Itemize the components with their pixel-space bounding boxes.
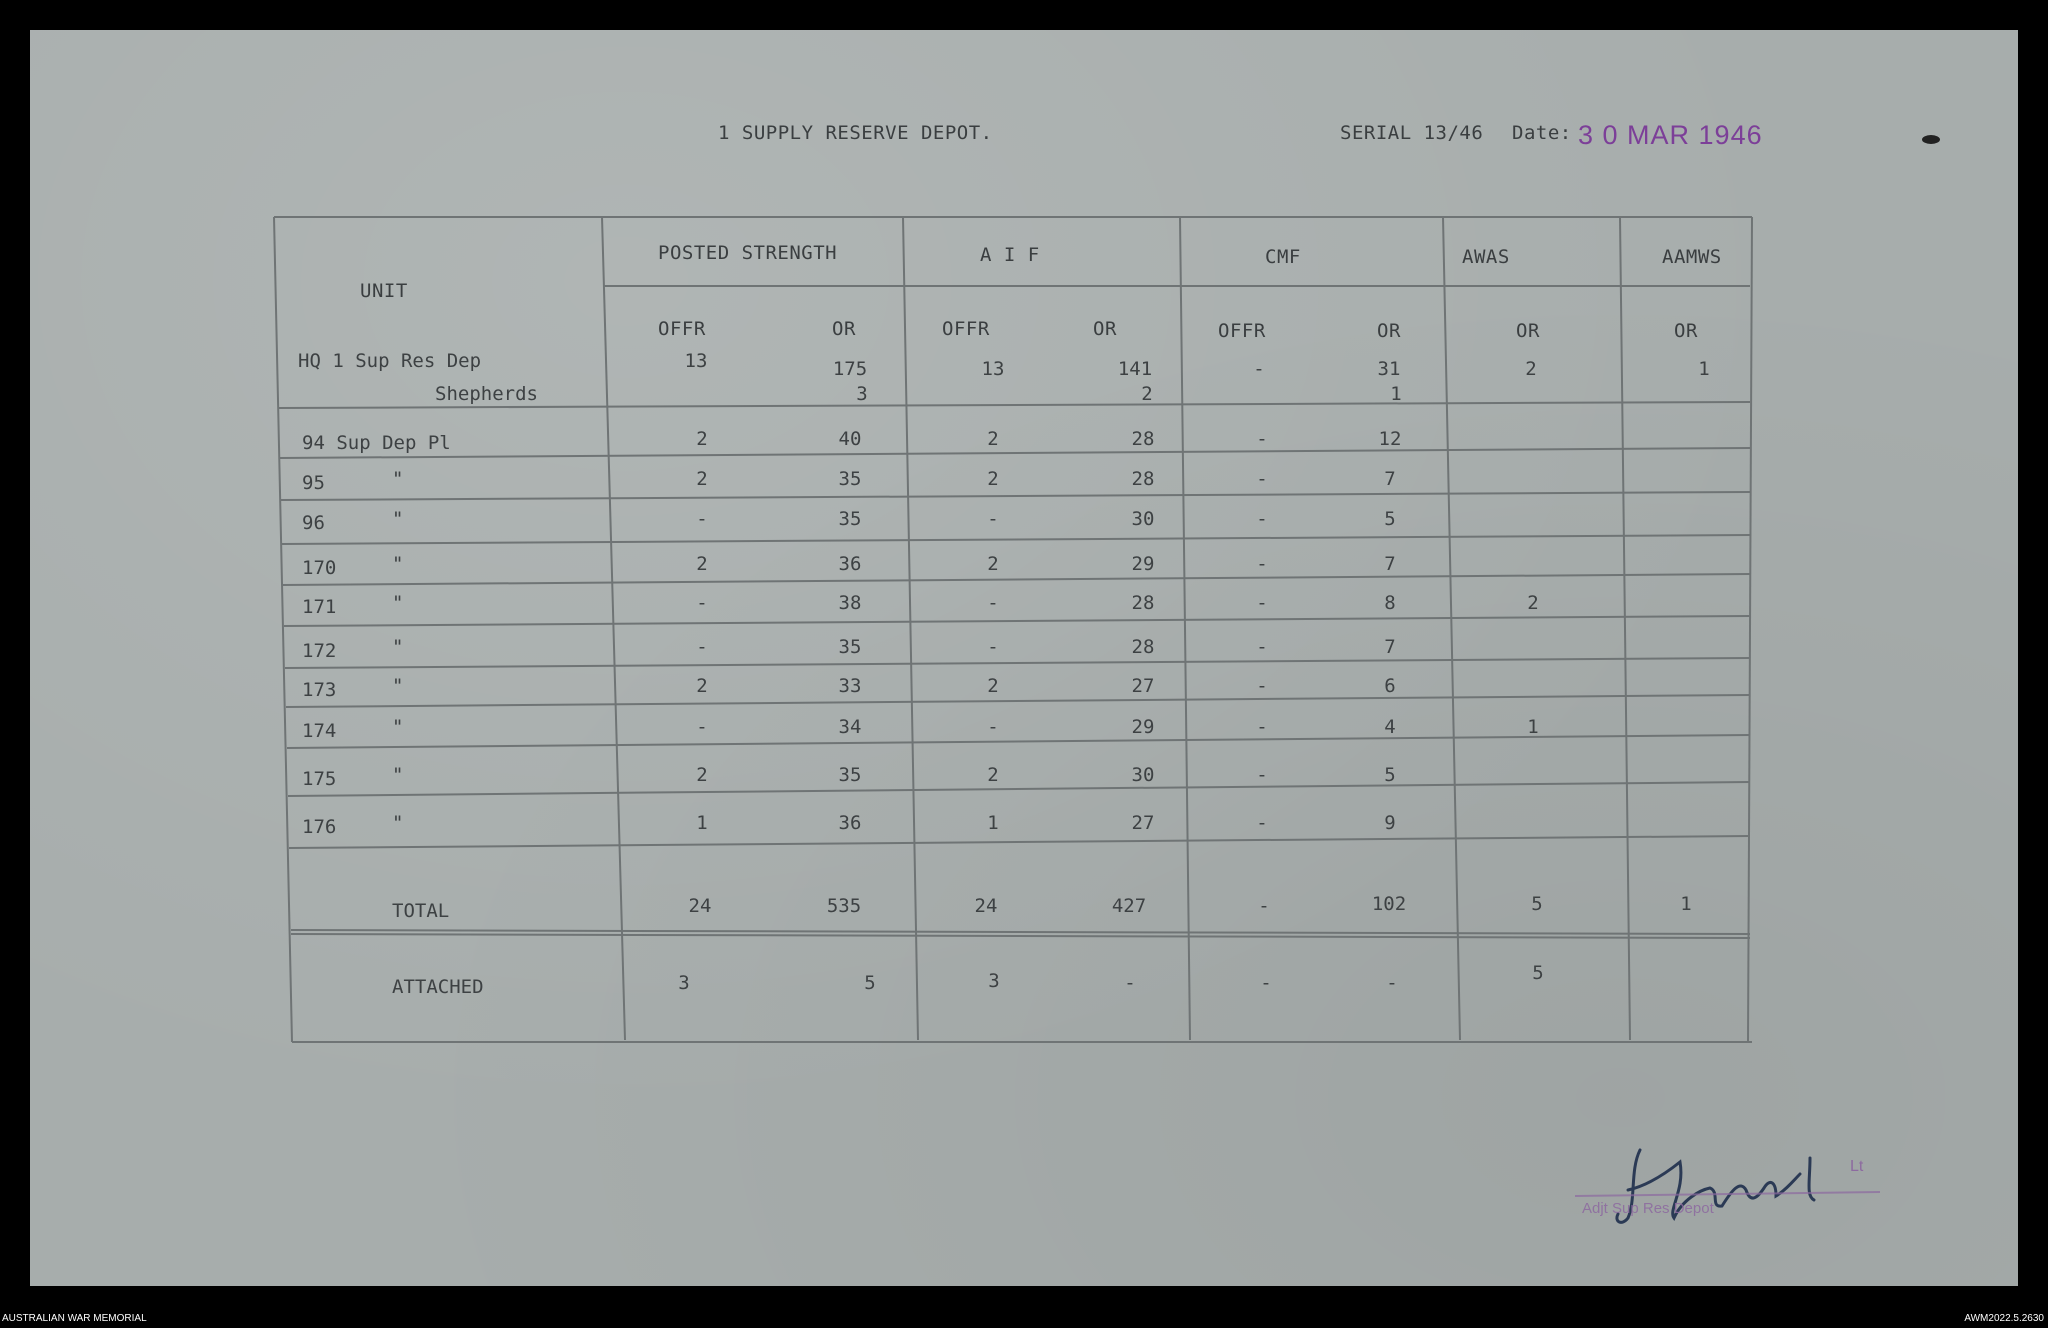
subheader-ps-offr: OFFR: [658, 318, 706, 340]
subheader-cmf-or: OR: [1377, 320, 1401, 342]
cell-aif-offr: -: [987, 716, 999, 738]
cell-ps-or: 33: [838, 675, 862, 697]
cell-aif-or: 29: [1131, 716, 1155, 738]
table-row-unit: 96: [302, 512, 325, 534]
cell-ps-offr: 2: [696, 428, 708, 450]
cell-cmf-offr: -: [1256, 812, 1268, 834]
cell-cmf-offr: -: [1256, 508, 1268, 530]
cell-cmf-or-sub: 1: [1390, 383, 1402, 405]
cell-cmf-offr: -: [1256, 716, 1268, 738]
cell-cmf-or: 7: [1384, 553, 1396, 575]
table-row-unit: 95: [302, 472, 325, 494]
ditto-mark: ": [392, 508, 404, 530]
cell-ps-or: 36: [838, 553, 862, 575]
cell-cmf-or: 7: [1384, 636, 1396, 658]
cell-ps-or: 35: [838, 764, 862, 786]
cell-ps-or: 35: [838, 508, 862, 530]
cell-aif-or: 28: [1131, 468, 1155, 490]
date-label: Date:: [1512, 122, 1572, 144]
cell-cmf-or: 6: [1384, 675, 1396, 697]
cell-aif-offr: 2: [987, 553, 999, 575]
cell-aif-offr: 2: [987, 428, 999, 450]
table-row-unit: 174: [302, 720, 337, 742]
table-row-unit: 173: [302, 679, 337, 701]
cell-aif-offr: 1: [987, 812, 999, 834]
cell-ps-offr: 2: [696, 468, 708, 490]
cell-ps-offr: -: [696, 592, 708, 614]
total-awas-or: 5: [1531, 893, 1543, 915]
cell-aif-or: 29: [1131, 553, 1155, 575]
header-posted-strength: POSTED STRENGTH: [658, 242, 838, 264]
attached-awas-or: 5: [1532, 962, 1544, 984]
header-aamws: AAMWS: [1662, 246, 1722, 268]
footer-left: AUSTRALIAN WAR MEMORIAL: [2, 1313, 147, 1324]
cell-ps-or: 40: [838, 428, 862, 450]
attached-aif-or: -: [1124, 972, 1136, 994]
table-row-unit-sub: Shepherds: [435, 383, 538, 405]
cell-awas-or: 2: [1525, 358, 1537, 380]
attached-cmf-or: -: [1386, 972, 1398, 994]
total-aif-or: 427: [1111, 895, 1147, 917]
cell-aif-or: 27: [1131, 812, 1155, 834]
cell-ps-or: 34: [838, 716, 862, 738]
cell-ps-offr: 13: [684, 350, 708, 372]
cell-ps-offr: 1: [696, 812, 708, 834]
document-title: 1 SUPPLY RESERVE DEPOT.: [718, 122, 993, 144]
serial-number: SERIAL 13/46: [1340, 122, 1484, 144]
cell-cmf-or: 8: [1384, 592, 1396, 614]
ditto-mark: ": [392, 716, 404, 738]
total-cmf-or: 102: [1371, 893, 1407, 915]
cell-ps-or-sub: 3: [856, 383, 868, 405]
header-cmf: CMF: [1265, 246, 1301, 268]
subheader-aif-or: OR: [1093, 318, 1117, 340]
cell-aif-or: 141: [1117, 358, 1153, 380]
cell-awas-or: 1: [1527, 716, 1539, 738]
cell-aif-or-sub: 2: [1141, 383, 1153, 405]
cell-cmf-or: 12: [1378, 428, 1402, 450]
cell-cmf-or: 7: [1384, 468, 1396, 490]
cell-ps-offr: 2: [696, 764, 708, 786]
table-row-unit: 176: [302, 816, 337, 838]
cell-cmf-offr: -: [1256, 553, 1268, 575]
cell-cmf-offr: -: [1256, 764, 1268, 786]
cell-cmf-offr: -: [1256, 675, 1268, 697]
cell-cmf-or: 4: [1384, 716, 1396, 738]
total-label: TOTAL: [392, 900, 450, 922]
table-row-unit: 175: [302, 768, 337, 790]
attached-ps-offr: 3: [678, 972, 690, 994]
cell-ps-offr: 2: [696, 675, 708, 697]
subheader-awas-or: OR: [1516, 320, 1540, 342]
cell-ps-offr: -: [696, 508, 708, 530]
table-row-unit: 170: [302, 557, 337, 579]
total-ps-offr: 24: [688, 895, 712, 917]
cell-cmf-offr: -: [1256, 468, 1268, 490]
ditto-mark: ": [392, 592, 404, 614]
cell-cmf-offr: -: [1256, 428, 1268, 450]
subheader-aamws-or: OR: [1674, 320, 1698, 342]
total-ps-or: 535: [826, 895, 862, 917]
cell-ps-or: 38: [838, 592, 862, 614]
total-aif-offr: 24: [974, 895, 998, 917]
cell-aif-or: 30: [1131, 764, 1155, 786]
header-awas: AWAS: [1462, 246, 1510, 268]
table-row-unit: HQ 1 Sup Res Dep: [298, 350, 482, 372]
date-stamp: 3 0 MAR 1946: [1578, 120, 1763, 150]
header-aif: A I F: [980, 244, 1040, 266]
cell-cmf-or: 5: [1384, 508, 1396, 530]
ditto-mark: ": [392, 675, 404, 697]
cell-ps-offr: 2: [696, 553, 708, 575]
attached-aif-offr: 3: [988, 970, 1000, 992]
table-row-unit: 172: [302, 640, 337, 662]
ditto-mark: ": [392, 553, 404, 575]
cell-aif-or: 28: [1131, 636, 1155, 658]
table-row-unit: 171: [302, 596, 337, 618]
cell-aif-or: 30: [1131, 508, 1155, 530]
total-aamws-or: 1: [1680, 893, 1692, 915]
attached-label: ATTACHED: [392, 976, 484, 998]
subheader-cmf-offr: OFFR: [1218, 320, 1266, 342]
cell-aif-offr: 2: [987, 764, 999, 786]
cell-cmf-or: 9: [1384, 812, 1396, 834]
cell-ps-or: 35: [838, 468, 862, 490]
ditto-mark: ": [392, 636, 404, 658]
cell-ps-or: 36: [838, 812, 862, 834]
cell-ps-or: 35: [838, 636, 862, 658]
cell-cmf-or: 5: [1384, 764, 1396, 786]
cell-aif-or: 28: [1131, 428, 1155, 450]
signature-image: [1570, 1130, 1930, 1240]
cell-awas-or: 2: [1527, 592, 1539, 614]
cell-aif-or: 28: [1131, 592, 1155, 614]
cell-ps-or: 175: [832, 358, 868, 380]
cell-ps-offr: -: [696, 636, 708, 658]
subheader-ps-or: OR: [832, 318, 856, 340]
subheader-aif-offr: OFFR: [942, 318, 990, 340]
cell-aif-offr: 13: [981, 358, 1005, 380]
cell-aif-offr: -: [987, 592, 999, 614]
attached-cmf-offr: -: [1260, 972, 1272, 994]
total-cmf-offr: -: [1258, 895, 1270, 917]
cell-aif-offr: -: [987, 508, 999, 530]
ditto-mark: ": [392, 764, 404, 786]
cell-cmf-offr: -: [1256, 636, 1268, 658]
cell-aif-or: 27: [1131, 675, 1155, 697]
cell-cmf-offr: -: [1253, 358, 1265, 380]
cell-aif-offr: 2: [987, 675, 999, 697]
attached-ps-or: 5: [864, 972, 876, 994]
signature-stamp-line: Adjt Sup Res Depot: [1582, 1200, 1714, 1217]
header-unit: UNIT: [360, 280, 408, 302]
table-row-unit: 94 Sup Dep Pl: [302, 432, 451, 454]
cell-aif-offr: 2: [987, 468, 999, 490]
ditto-mark: ": [392, 468, 404, 490]
signature-rank: Lt: [1850, 1158, 1864, 1175]
cell-aamws-or: 1: [1698, 358, 1710, 380]
cell-cmf-offr: -: [1256, 592, 1268, 614]
cell-aif-offr: -: [987, 636, 999, 658]
cell-cmf-or: 31: [1377, 358, 1401, 380]
cell-ps-offr: -: [696, 716, 708, 738]
ditto-mark: ": [392, 812, 404, 834]
footer-right: AWM2022.5.2630: [1964, 1313, 2044, 1324]
